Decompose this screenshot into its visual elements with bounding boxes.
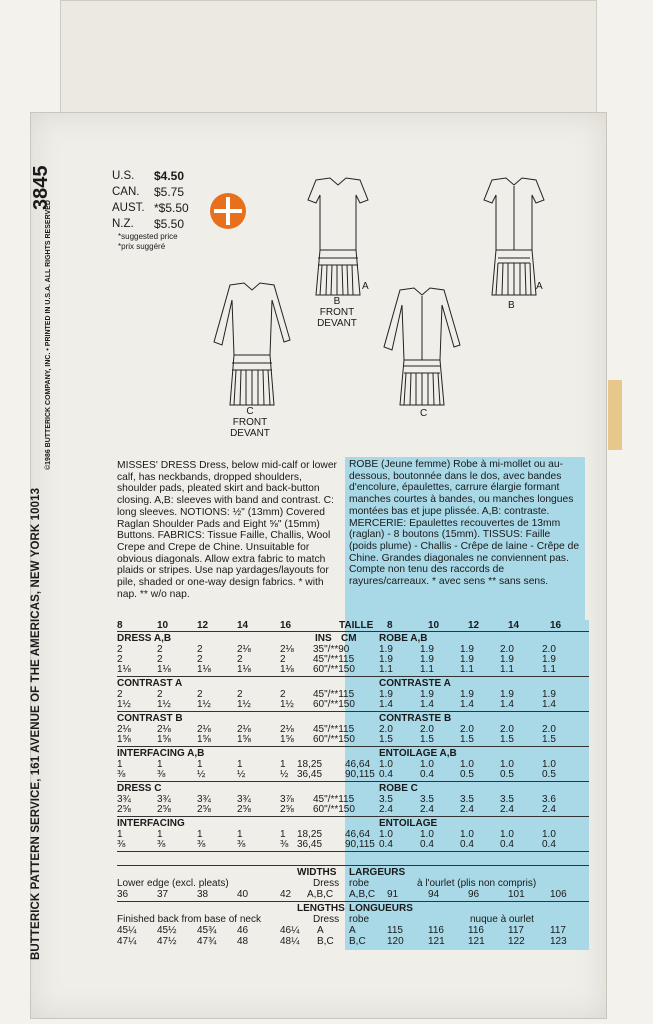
size-header-metric: 14 (508, 620, 520, 631)
metric-value: 2.0 (460, 724, 474, 735)
length-cm: 117 (550, 925, 566, 936)
metric-value: 0.5 (542, 769, 556, 780)
metric-value: 0.4 (379, 769, 393, 780)
metric-value: 3.6 (542, 794, 556, 805)
width-value-metric: 46,64 (345, 829, 371, 840)
width-cm: 96 (468, 889, 480, 900)
yardage-value: ⅜ (117, 839, 126, 850)
length-inches: 45¾ (197, 925, 217, 936)
section-label-fr: CONTRASTE B (379, 713, 452, 724)
width-value: 45"/**115 (313, 794, 355, 805)
length-cm: 117 (508, 925, 524, 936)
yardage-value: ⅜ (237, 839, 246, 850)
metric-value: 2.0 (379, 724, 393, 735)
yardage-value: 1⅛ (280, 664, 294, 675)
yardage-value: ½ (280, 769, 289, 780)
width-value: 35"/**90 (313, 644, 350, 655)
yardage-value: 3¾ (157, 794, 171, 805)
price-value: $4.50 (154, 169, 185, 183)
length-cm: 123 (550, 936, 567, 947)
metric-value: 1.9 (500, 654, 514, 665)
view-label-fr: A (349, 925, 356, 936)
metric-value: 1.9 (542, 689, 556, 700)
yardage-value: 2 (117, 689, 123, 700)
yardage-value: 2 (117, 644, 123, 655)
yardage-value: 1 (157, 759, 163, 770)
size-header: 12 (197, 620, 209, 631)
metric-value: 1.9 (460, 644, 474, 655)
metric-value: 3.5 (460, 794, 474, 805)
view-letter: C (246, 406, 254, 417)
metric-value: 1.4 (460, 699, 474, 710)
length-cm: 116 (468, 925, 484, 936)
size-header-metric: 12 (468, 620, 480, 631)
length-inches: 45¼ (117, 925, 137, 936)
metric-value: 1.9 (460, 689, 474, 700)
yardage-value: 2⅝ (280, 804, 294, 815)
widths-label-fr: à l'ourlet (plis non compris) (417, 878, 537, 889)
largeurs-header: LARGEURS (349, 867, 406, 878)
metric-value: 2.4 (379, 804, 393, 815)
metric-value: 2.4 (500, 804, 514, 815)
yardage-value: 2 (157, 689, 163, 700)
width-value-metric: 90,115 (345, 839, 375, 850)
width-inches: 38 (197, 889, 209, 900)
yardage-table (117, 620, 589, 950)
width-value: 60"/**150 (313, 664, 355, 675)
width-inches: 36 (117, 889, 129, 900)
metric-value: 1.9 (420, 654, 434, 665)
width-cm: 91 (387, 889, 399, 900)
yardage-value: 1⅝ (237, 734, 251, 745)
section-label: CONTRAST A (117, 678, 183, 689)
yardage-value: 1 (280, 829, 286, 840)
length-inches: 48 (237, 936, 249, 947)
view-label-c: C (420, 408, 428, 419)
yardage-value: ⅜ (117, 769, 126, 780)
cm-header: CM (341, 633, 357, 644)
yardage-value: 2 (157, 654, 163, 665)
length-inches: 46 (237, 925, 249, 936)
metric-value: 1.4 (379, 699, 393, 710)
metric-value: 1.5 (500, 734, 514, 745)
metric-value: 1.4 (500, 699, 514, 710)
metric-value: 1.9 (420, 689, 434, 700)
yardage-value: ⅜ (157, 769, 166, 780)
metric-value: 1.9 (379, 654, 393, 665)
description-english: MISSES' DRESS Dress, below mid-calf or lower calf, has neckbands, dropped shoulders, shoulder pads, pleated skirt and back-button closing. A,B: sleeves with band and contrast. C: long sleeves. NOTIONS: ½" (13mm) Covered Raglan Shoulder Pads and Eight ⅝" (15mm) Buttons. FABRICS: Tissue Faille, Challis, Wool Crepe and Crepe de Chine. Unsuitable for obvious diagonals. Allow extra fabric to match plaids or stripes. Use nap yardages/layouts for pile, shaded or one-way design fabrics. * with nap. ** w/o nap. (117, 460, 337, 600)
metric-value: 0.4 (420, 769, 434, 780)
yardage-value: 1⅛ (157, 664, 171, 675)
view-label: B,C (317, 936, 334, 947)
metric-value: 0.4 (379, 839, 393, 850)
section-label-fr: ROBE A,B (379, 633, 428, 644)
yardage-value: 1⅛ (117, 664, 131, 675)
width-cm: 94 (428, 889, 440, 900)
divider (117, 676, 589, 677)
metric-value: 2.4 (460, 804, 474, 815)
metric-value: 0.4 (542, 839, 556, 850)
metric-value: 2.4 (542, 804, 556, 815)
width-value: 45"/**115 (313, 654, 355, 665)
metric-value: 0.4 (500, 839, 514, 850)
country-label: AUST. (112, 202, 145, 214)
view-c-back-drawing (384, 288, 460, 405)
divider (117, 746, 589, 747)
section-label: INTERFACING (117, 818, 185, 829)
width-value: 36,45 (297, 839, 323, 850)
yardage-value: 1½ (197, 699, 211, 710)
size-header: 8 (117, 620, 123, 631)
metric-value: 0.5 (500, 769, 514, 780)
metric-value: 1.9 (379, 689, 393, 700)
metric-value: 1.5 (542, 734, 556, 745)
front-label: FRONT (232, 417, 268, 428)
yardage-value: 2 (117, 654, 123, 665)
metric-value: 3.5 (420, 794, 434, 805)
view-a-front-drawing (308, 178, 368, 295)
yardage-value: 1½ (237, 699, 251, 710)
divider (117, 865, 589, 866)
longueurs-header: LONGUEURS (349, 903, 413, 914)
yardage-value: 2 (197, 654, 203, 665)
metric-value: 1.0 (379, 829, 393, 840)
widths-label: Lower edge (excl. pleats) (117, 878, 229, 889)
width-cm: 106 (550, 889, 567, 900)
divider (117, 781, 589, 782)
metric-value: 1.1 (379, 664, 393, 675)
ins-header: INS (315, 633, 332, 644)
metric-value: 1.4 (542, 699, 556, 710)
length-cm: 122 (508, 936, 525, 947)
metric-value: 1.0 (500, 759, 514, 770)
lengths-label-fr: nuque à ourlet (470, 914, 534, 925)
width-value-metric: 90,115 (345, 769, 375, 780)
view-label-c-front (225, 406, 275, 439)
metric-value: 1.5 (420, 734, 434, 745)
front-label-fr: DEVANT (317, 318, 357, 329)
price-value: *$5.50 (154, 201, 189, 215)
metric-value: 1.9 (542, 654, 556, 665)
metric-value: 2.0 (542, 724, 556, 735)
length-inches: 48¼ (280, 936, 300, 947)
section-label: INTERFACING A,B (117, 748, 205, 759)
view-b-back-drawing (484, 178, 544, 295)
section-label-fr: CONTRASTE A (379, 678, 451, 689)
yardage-value: ⅜ (157, 839, 166, 850)
yardage-value: 1½ (157, 699, 171, 710)
metric-value: 2.0 (420, 724, 434, 735)
length-cm: 120 (387, 936, 404, 947)
size-header-metric: 8 (387, 620, 393, 631)
price-value: $5.75 (154, 185, 185, 199)
yardage-value: 2⅛ (117, 724, 131, 735)
yardage-value: 2⅛ (237, 644, 251, 655)
view-label-fr: B,C (349, 936, 366, 947)
yardage-value: 2⅛ (280, 644, 294, 655)
metric-value: 0.5 (460, 769, 474, 780)
country-label: U.S. (112, 170, 135, 182)
yardage-value: 1½ (280, 699, 294, 710)
yardage-value: 1 (117, 759, 123, 770)
yardage-value: 3⅞ (280, 794, 294, 805)
yardage-value: 2⅛ (237, 724, 251, 735)
width-cm: 101 (508, 889, 525, 900)
width-value: 18,25 (297, 829, 323, 840)
yardage-value: 1 (117, 829, 123, 840)
yardage-value: ⅜ (280, 839, 289, 850)
size-header-metric: 10 (428, 620, 440, 631)
length-inches: 46¼ (280, 925, 300, 936)
price-note: *prix suggéré (118, 242, 166, 251)
metric-value: 1.4 (420, 699, 434, 710)
yardage-value: 2 (280, 689, 286, 700)
yardage-value: 1⅝ (157, 734, 171, 745)
yardage-value: 1 (157, 829, 163, 840)
view-label-b: B (508, 300, 515, 311)
metric-value: 1.1 (460, 664, 474, 675)
yardage-value: 2 (157, 644, 163, 655)
yardage-value: 1⅝ (117, 734, 131, 745)
view-label-a-back: A (536, 281, 543, 292)
section-label: CONTRAST B (117, 713, 183, 724)
metric-value: 2.0 (542, 644, 556, 655)
dress-label: Dress (313, 878, 340, 889)
metric-value: 1.0 (460, 829, 474, 840)
metric-value: 1.0 (420, 829, 434, 840)
yardage-value: 2⅛ (197, 724, 211, 735)
width-value: 45"/**115 (313, 689, 355, 700)
metric-value: 1.9 (379, 644, 393, 655)
metric-value: 1.9 (460, 654, 474, 665)
length-inches: 45½ (157, 925, 177, 936)
width-inches: 42 (280, 889, 292, 900)
metric-value: 1.1 (500, 664, 514, 675)
yardage-value: 2 (237, 689, 243, 700)
metric-value: 1.0 (460, 759, 474, 770)
country-label: CAN. (112, 186, 140, 198)
section-label: DRESS A,B (117, 633, 172, 644)
length-inches: 47¾ (197, 936, 217, 947)
divider (117, 851, 589, 852)
yardage-value: 2⅝ (197, 804, 211, 815)
yardage-value: 1½ (117, 699, 131, 710)
yardage-value: ½ (197, 769, 206, 780)
size-header-metric: 16 (550, 620, 562, 631)
price-note: *suggested price (118, 232, 178, 241)
metric-value: 1.0 (379, 759, 393, 770)
taille-header: TAILLE (339, 620, 374, 631)
yardage-value: 3¾ (117, 794, 131, 805)
yardage-value: 1⅝ (280, 734, 294, 745)
robe-label: robe (349, 914, 370, 925)
width-value: 60"/**150 (313, 699, 355, 710)
metric-value: 3.5 (379, 794, 393, 805)
metric-value: 3.5 (500, 794, 514, 805)
country-label: N.Z. (112, 218, 134, 230)
metric-value: 1.5 (460, 734, 474, 745)
dress-label: Dress (313, 914, 340, 925)
view-letter: B (333, 296, 341, 307)
length-cm: 115 (387, 925, 403, 936)
metric-value: 2.4 (420, 804, 434, 815)
metric-value: 2.0 (500, 644, 514, 655)
yardage-value: 1 (237, 759, 243, 770)
metric-value: 1.0 (420, 759, 434, 770)
yardage-value: 1 (280, 759, 286, 770)
copyright-notice: ©1986 BUTTERICK COMPANY, INC. • PRINTED IN U.S.A. ALL RIGHTS RESERVED (45, 200, 52, 470)
metric-value: 1.9 (500, 689, 514, 700)
yardage-value: 2⅝ (237, 804, 251, 815)
yardage-value: 2 (197, 644, 203, 655)
pattern-number: 3845 (30, 165, 52, 210)
width-value: 60"/**150 (313, 734, 355, 745)
view-label-a: A (362, 281, 369, 292)
yardage-value: 2 (280, 654, 286, 665)
size-header: 10 (157, 620, 169, 631)
width-value: 60"/**150 (313, 804, 355, 815)
yardage-value: ½ (237, 769, 246, 780)
metric-value: 1.1 (420, 664, 434, 675)
description-french: ROBE (Jeune femme) Robe à mi-mollet ou au-dessous, boutonnée dans le dos, avec bandes d'encolure, épaulettes, carrure élargie formant manches courtes à bandes, ou manches longues montées bas et jupe plissée. A,B: contraste. MERCERIE: Epaulettes recouvertes de 13mm (raglan) - 8 boutons (15mm). TISSUS: Faille (poids plume) - Challis - Crêpe de laine - Crêpe de Chine. Grandes diagonales ne conviennent pas. Compte non tenu des raccords de rayures/carreaux. * avec sens ** sans sens. (345, 457, 585, 620)
lengths-header: LENGTHS (297, 903, 345, 914)
robe-label: robe (349, 878, 370, 889)
metric-value: 1.0 (542, 829, 556, 840)
yardage-value: 2⅛ (157, 724, 171, 735)
yardage-value: 1 (197, 829, 203, 840)
metric-value: 0.4 (420, 839, 434, 850)
section-label-fr: ENTOILAGE (379, 818, 438, 829)
width-inches: 37 (157, 889, 169, 900)
section-label: DRESS C (117, 783, 162, 794)
view-label: A (317, 925, 324, 936)
divider (117, 901, 589, 902)
view-label-b-front (312, 296, 362, 329)
section-label-fr: ROBE C (379, 783, 418, 794)
length-inches: 47½ (157, 936, 177, 947)
length-inches: 47¼ (117, 936, 137, 947)
views-label: A,B,C (307, 889, 334, 900)
yardage-value: 2⅛ (280, 724, 294, 735)
metric-value: 2.0 (500, 724, 514, 735)
metric-value: 0.4 (460, 839, 474, 850)
metric-value: 1.5 (379, 734, 393, 745)
metric-value: 1.0 (542, 759, 556, 770)
divider (117, 631, 589, 632)
size-header: 16 (280, 620, 292, 631)
width-value: 36,45 (297, 769, 323, 780)
view-c-front-drawing (214, 283, 290, 405)
front-label-fr: DEVANT (230, 428, 270, 439)
lengths-label: Finished back from base of neck (117, 914, 261, 925)
yardage-value: 2⅝ (117, 804, 131, 815)
front-label: FRONT (319, 307, 355, 318)
yardage-value: 1 (197, 759, 203, 770)
divider (117, 816, 589, 817)
dress-illustrations (0, 0, 653, 460)
yardage-value: 1⅛ (237, 664, 251, 675)
yardage-value: 3¾ (197, 794, 211, 805)
widths-header: WIDTHS (297, 867, 337, 878)
length-cm: 116 (428, 925, 444, 936)
width-value: 45"/**115 (313, 724, 355, 735)
metric-value: 1.0 (500, 829, 514, 840)
width-inches: 40 (237, 889, 249, 900)
length-cm: 121 (468, 936, 485, 947)
size-header: 14 (237, 620, 249, 631)
width-value: 18,25 (297, 759, 323, 770)
yardage-value: 1⅛ (197, 664, 211, 675)
publisher-address: BUTTERICK PATTERN SERVICE, 161 AVENUE OF THE AMERICAS, NEW YORK 10013 (30, 487, 42, 960)
yardage-value: 2 (237, 654, 243, 665)
yardage-value: 1⅝ (197, 734, 211, 745)
length-cm: 121 (428, 936, 445, 947)
yardage-value: 1 (237, 829, 243, 840)
yardage-value: ⅜ (197, 839, 206, 850)
section-label-fr: ENTOILAGE A,B (379, 748, 457, 759)
divider (117, 711, 589, 712)
metric-value: 1.9 (420, 644, 434, 655)
metric-value: 1.1 (542, 664, 556, 675)
width-value-metric: 46,64 (345, 759, 371, 770)
yardage-value: 2⅝ (157, 804, 171, 815)
yardage-value: 2 (197, 689, 203, 700)
yardage-value: 3¾ (237, 794, 251, 805)
views-label-fr: A,B,C (349, 889, 376, 900)
price-value: $5.50 (154, 217, 185, 231)
